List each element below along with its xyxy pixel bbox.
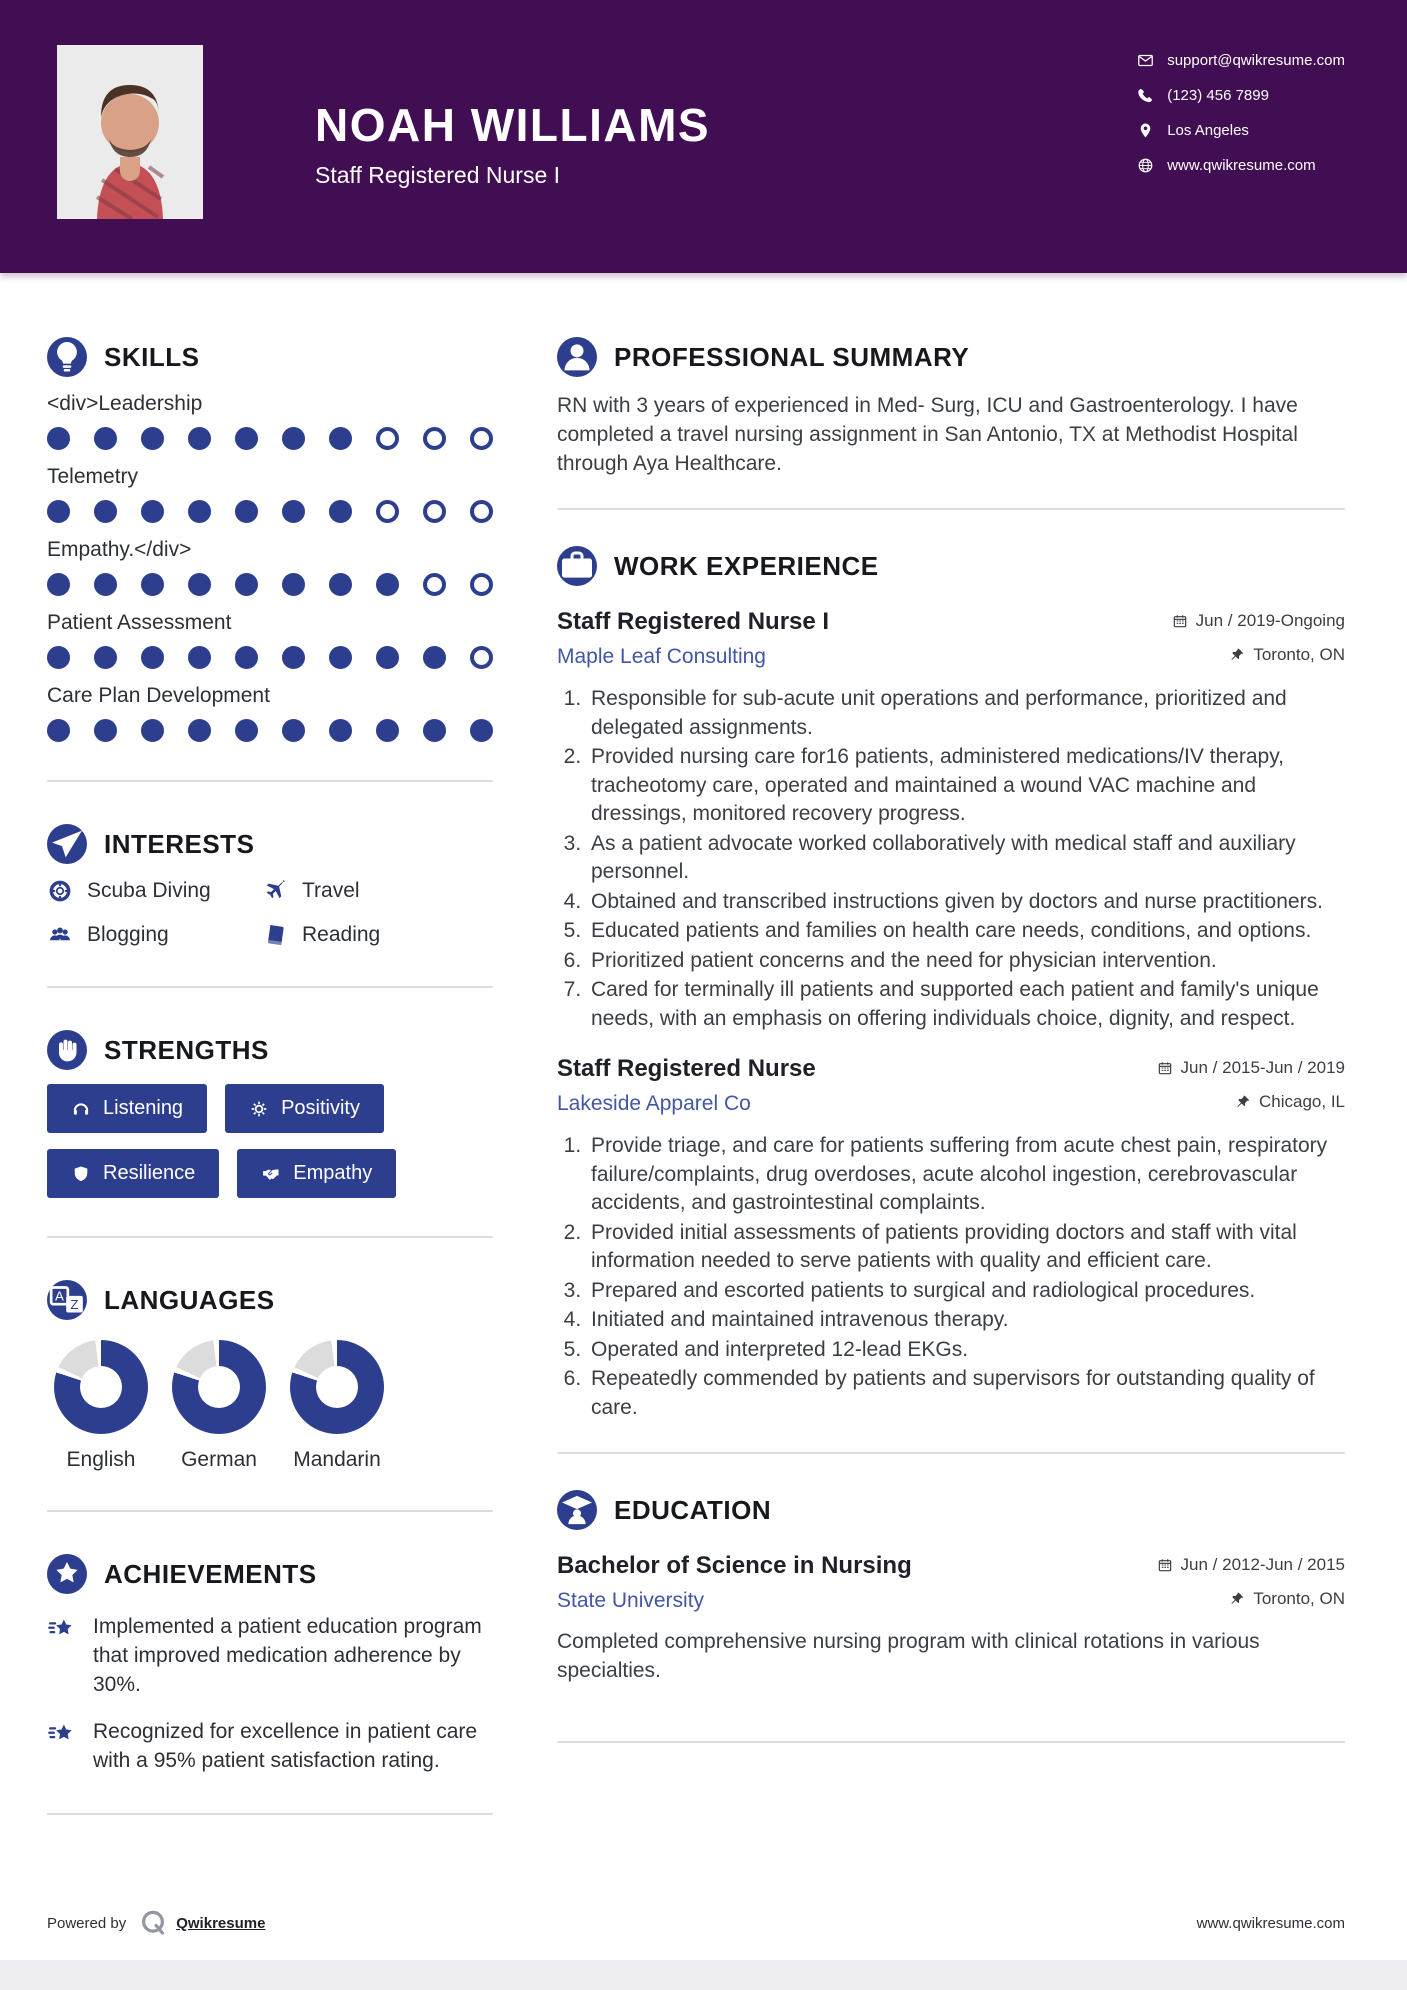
job-date-text: Jun / 2015-Jun / 2019 — [1180, 1058, 1345, 1077]
pushpin-icon — [1235, 1094, 1251, 1110]
skill-dot — [282, 500, 305, 523]
contact-text: support@qwikresume.com — [1167, 52, 1345, 69]
skill-dot — [329, 500, 352, 523]
contact-row[interactable] — [1137, 122, 1345, 139]
skill-dot — [376, 573, 399, 596]
strength-pill — [225, 1084, 384, 1133]
skill-dot — [94, 719, 117, 742]
skill-dot — [235, 427, 258, 450]
interest-item — [47, 878, 262, 904]
divider — [557, 1741, 1345, 1743]
jobs-list — [557, 608, 1345, 1422]
achievements-heading: ACHIEVEMENTS — [104, 1558, 317, 1589]
language-item — [283, 1340, 391, 1472]
interest-label: Travel — [302, 879, 360, 902]
languages-heading: LANGUAGES — [104, 1284, 275, 1315]
skill-dot — [141, 646, 164, 669]
skill-rating-dots — [47, 719, 493, 742]
phone-icon — [1137, 87, 1154, 104]
graduate-icon — [557, 1490, 597, 1530]
contact-text: Los Angeles — [1167, 122, 1249, 139]
work-heading: WORK EXPERIENCE — [614, 550, 879, 581]
work-section — [557, 546, 1345, 1422]
users-icon — [47, 922, 73, 948]
identity-block — [315, 98, 710, 189]
job-bullet: 7. Cared for terminally ill patients and supported each patient and family's unique needs, with an emphasis on offering individuals choice, dignity, and respect. — [587, 976, 1345, 1033]
job-bullet: 3. Prepared and escorted patients to surgical and radiological procedures. — [587, 1277, 1345, 1306]
divider — [557, 508, 1345, 510]
calendar-icon — [1157, 1060, 1173, 1076]
achievement-text: Implemented a patient education program that improved medication adherence by 30%. — [93, 1615, 482, 1696]
education-description: Completed comprehensive nursing program with clinical rotations in various specialties. — [557, 1630, 1260, 1682]
contact-list — [1137, 52, 1345, 174]
interests-section — [47, 824, 493, 948]
main-content — [0, 273, 1407, 1857]
contact-row[interactable] — [1137, 87, 1345, 104]
interests-heading: INTERESTS — [104, 828, 255, 859]
skills-list — [47, 392, 493, 742]
handshake-icon — [261, 1164, 281, 1184]
summary-text: RN with 3 years of experienced in Med- Surg, ICU and Gastroenterology. I have completed a travel nursing assignment in San Antonio, TX at Methodist Hospital through Aya Healthcare. — [557, 394, 1298, 475]
skill-dot — [188, 719, 211, 742]
left-column — [47, 337, 493, 1857]
svg-text:Z: Z — [70, 1296, 79, 1312]
company-link[interactable]: Lakeside Apparel Co — [557, 1092, 751, 1115]
strength-label: Resilience — [103, 1162, 196, 1184]
skill-dot — [376, 427, 399, 450]
life-ring-icon — [47, 878, 73, 904]
skill-dot — [94, 427, 117, 450]
language-item — [165, 1340, 273, 1472]
contact-text: (123) 456 7899 — [1167, 87, 1269, 104]
skill-rating-dots — [47, 573, 493, 596]
headphones-icon — [71, 1099, 91, 1119]
calendar-icon — [1157, 1557, 1173, 1573]
header-band — [0, 0, 1407, 273]
language-level-donut — [54, 1340, 148, 1434]
job-date-text: Jun / 2019-Ongoing — [1195, 611, 1345, 630]
achievements-list — [47, 1612, 493, 1775]
achievement-item — [47, 1612, 493, 1699]
skill-dot — [235, 500, 258, 523]
job-bullet: 5. Operated and interpreted 12-lead EKGs. — [587, 1336, 1345, 1365]
strengths-section — [47, 1030, 493, 1198]
skill-dot — [423, 500, 446, 523]
sun-icon — [249, 1099, 269, 1119]
job-bullet: 4. Obtained and transcribed instructions given by doctors and nurse practitioners. — [587, 888, 1345, 917]
profile-photo — [57, 45, 203, 219]
strengths-heading: STRENGTHS — [104, 1034, 269, 1065]
svg-text:A: A — [55, 1288, 64, 1304]
job-location — [1229, 645, 1345, 665]
skill-label: Patient Assessment — [47, 611, 232, 634]
skill-item — [47, 538, 493, 596]
skill-dot — [423, 646, 446, 669]
job-bullet: 5. Educated patients and families on health care needs, conditions, and options. — [587, 917, 1345, 946]
contact-row[interactable] — [1137, 52, 1345, 69]
summary-section — [557, 337, 1345, 478]
map-pin-icon — [1137, 122, 1154, 139]
skill-dot — [141, 573, 164, 596]
school-link[interactable]: State University — [557, 1589, 705, 1612]
skill-dot — [470, 573, 493, 596]
language-level-donut — [172, 1340, 266, 1434]
skill-item — [47, 465, 493, 523]
skill-rating-dots — [47, 427, 493, 450]
pushpin-icon — [1229, 647, 1245, 663]
skill-dot — [47, 427, 70, 450]
skill-dot — [470, 646, 493, 669]
skill-dot — [141, 500, 164, 523]
skill-dot — [376, 719, 399, 742]
skill-rating-dots — [47, 500, 493, 523]
skill-dot — [423, 719, 446, 742]
job-bullet: 3. As a patient advocate worked collaboratively with medical staff and auxiliary personnel. — [587, 830, 1345, 887]
company-link[interactable]: Maple Leaf Consulting — [557, 645, 766, 668]
skill-dot — [329, 573, 352, 596]
divider — [47, 780, 493, 782]
skill-label: Telemetry — [47, 465, 139, 488]
language-item — [47, 1340, 155, 1472]
language-label: German — [181, 1448, 257, 1471]
translate-icon — [47, 1280, 87, 1320]
job-bullets — [557, 1132, 1345, 1422]
shooting-star-icon — [47, 1719, 77, 1749]
plane-icon — [262, 878, 288, 904]
job-bullets — [557, 685, 1345, 1033]
languages-list — [47, 1340, 493, 1472]
strength-label: Empathy — [293, 1162, 373, 1184]
skill-dot — [188, 573, 211, 596]
divider — [47, 1813, 493, 1815]
job-bullet: 1. Responsible for sub-acute unit operations and performance, prioritized and delegated assignments. — [587, 685, 1345, 742]
book-icon — [262, 922, 288, 948]
user-icon — [557, 337, 597, 377]
skill-dot — [376, 500, 399, 523]
skill-dot — [329, 646, 352, 669]
skill-label: Care Plan Development — [47, 684, 270, 707]
job-bullet: 6. Prioritized patient concerns and the need for physician intervention. — [587, 947, 1345, 976]
job-bullet: 4. Initiated and maintained intravenous therapy. — [587, 1306, 1345, 1335]
shield-icon — [71, 1164, 91, 1184]
skill-dot — [470, 427, 493, 450]
strength-pill — [47, 1084, 207, 1133]
job-entry — [557, 608, 1345, 1033]
skill-dot — [141, 719, 164, 742]
language-label: Mandarin — [293, 1448, 381, 1471]
skill-rating-dots — [47, 646, 493, 669]
skill-dot — [94, 646, 117, 669]
skill-dot — [423, 573, 446, 596]
skill-dot — [94, 573, 117, 596]
skill-dot — [235, 646, 258, 669]
job-title: Staff Registered Nurse — [557, 1055, 816, 1082]
skill-dot — [376, 646, 399, 669]
skill-dot — [47, 500, 70, 523]
skills-heading: SKILLS — [104, 341, 200, 372]
footer-website-link[interactable]: www.qwikresume.com — [1196, 1914, 1345, 1932]
job-bullet: 6. Repeatedly commended by patients and supervisors for outstanding quality of care. — [587, 1365, 1345, 1422]
job-location-text: Chicago, IL — [1259, 1092, 1345, 1111]
strength-label: Listening — [103, 1097, 184, 1119]
divider — [47, 986, 493, 988]
qwikresume-logo-icon — [138, 1908, 168, 1938]
person-title: Staff Registered Nurse I — [315, 162, 561, 188]
skill-dot — [188, 427, 211, 450]
briefcase-icon — [557, 546, 597, 586]
interests-list — [47, 878, 493, 948]
skill-item — [47, 392, 493, 450]
skills-section — [47, 337, 493, 742]
divider — [47, 1236, 493, 1238]
skill-dot — [235, 719, 258, 742]
calendar-icon — [1172, 613, 1188, 629]
globe-icon — [1137, 157, 1154, 174]
education-location-text: Toronto, ON — [1253, 1589, 1345, 1608]
strength-pill — [47, 1149, 219, 1198]
achievement-text: Recognized for excellence in patient care with a 95% patient satisfaction rating. — [93, 1720, 478, 1772]
job-title: Staff Registered Nurse I — [557, 608, 830, 635]
skill-dot — [470, 500, 493, 523]
skill-dot — [423, 427, 446, 450]
skill-dot — [282, 719, 305, 742]
job-bullet: 2. Provided initial assessments of patients providing doctors and staff with vital information needed to serve patients with quality and efficient care. — [587, 1219, 1345, 1276]
interest-label: Scuba Diving — [87, 879, 211, 902]
contact-row[interactable] — [1137, 157, 1345, 174]
degree-title: Bachelor of Science in Nursing — [557, 1552, 912, 1579]
education-section — [557, 1490, 1345, 1685]
pushpin-icon — [1229, 1591, 1245, 1607]
achievements-section — [47, 1554, 493, 1775]
skill-dot — [94, 500, 117, 523]
strength-label: Positivity — [281, 1097, 360, 1119]
job-location-text: Toronto, ON — [1253, 645, 1345, 664]
lightbulb-icon — [47, 337, 87, 377]
skill-item — [47, 684, 493, 742]
interest-item — [262, 878, 493, 904]
job-bullet: 2. Provided nursing care for16 patients, administered medications/IV therapy, tracheotomy care, operated and maintained a wound VAC machine and dressings, monitored recovery progress. — [587, 743, 1345, 829]
summary-heading: PROFESSIONAL SUMMARY — [614, 341, 970, 372]
email-icon — [1137, 52, 1154, 69]
skill-item — [47, 611, 493, 669]
skill-dot — [329, 427, 352, 450]
language-level-donut — [290, 1340, 384, 1434]
skill-dot — [329, 719, 352, 742]
skill-dot — [470, 719, 493, 742]
badge-star-icon — [47, 1554, 87, 1594]
qwikresume-link[interactable]: Qwikresume — [176, 1914, 266, 1932]
skill-dot — [282, 427, 305, 450]
footer-bar — [0, 1960, 1407, 1990]
interest-label: Blogging — [87, 923, 169, 946]
education-location — [1229, 1589, 1345, 1609]
skill-label: <div>Leadership — [47, 392, 203, 415]
job-bullet: 1. Provide triage, and care for patients suffering from acute chest pain, respiratory failure/complaints, drug overdoses, acute alcohol ingestion, cerebrovascular accidents, and gastrointestinal complaints. — [587, 1132, 1345, 1218]
strength-pill — [237, 1149, 396, 1198]
skill-dot — [47, 573, 70, 596]
job-date — [1172, 611, 1345, 631]
divider — [557, 1452, 1345, 1454]
job-entry — [557, 1055, 1345, 1422]
skill-label: Empathy.</div> — [47, 538, 192, 561]
person-name: NOAH WILLIAMS — [315, 99, 711, 151]
job-location — [1235, 1092, 1345, 1112]
education-heading: EDUCATION — [614, 1494, 772, 1525]
skill-dot — [141, 427, 164, 450]
skill-dot — [282, 646, 305, 669]
interest-label: Reading — [302, 923, 381, 946]
contact-text: www.qwikresume.com — [1167, 157, 1316, 174]
paper-plane-icon — [47, 824, 87, 864]
powered-by-label: Powered by — [47, 1914, 127, 1932]
education-date-text: Jun / 2012-Jun / 2015 — [1180, 1555, 1345, 1574]
skill-dot — [47, 719, 70, 742]
language-label: English — [66, 1448, 136, 1471]
interest-item — [47, 922, 262, 948]
divider — [47, 1510, 493, 1512]
interest-item — [262, 922, 493, 948]
skill-dot — [282, 573, 305, 596]
achievement-item — [47, 1717, 493, 1775]
skill-dot — [188, 500, 211, 523]
shooting-star-icon — [47, 1614, 77, 1644]
skill-dot — [47, 646, 70, 669]
strengths-list — [47, 1084, 493, 1198]
skill-dot — [188, 646, 211, 669]
skill-dot — [235, 573, 258, 596]
fist-icon — [47, 1030, 87, 1070]
right-column — [557, 337, 1345, 1857]
education-date — [1157, 1555, 1345, 1575]
footer — [47, 1908, 1345, 1938]
languages-section — [47, 1280, 493, 1472]
job-date — [1157, 1058, 1345, 1078]
